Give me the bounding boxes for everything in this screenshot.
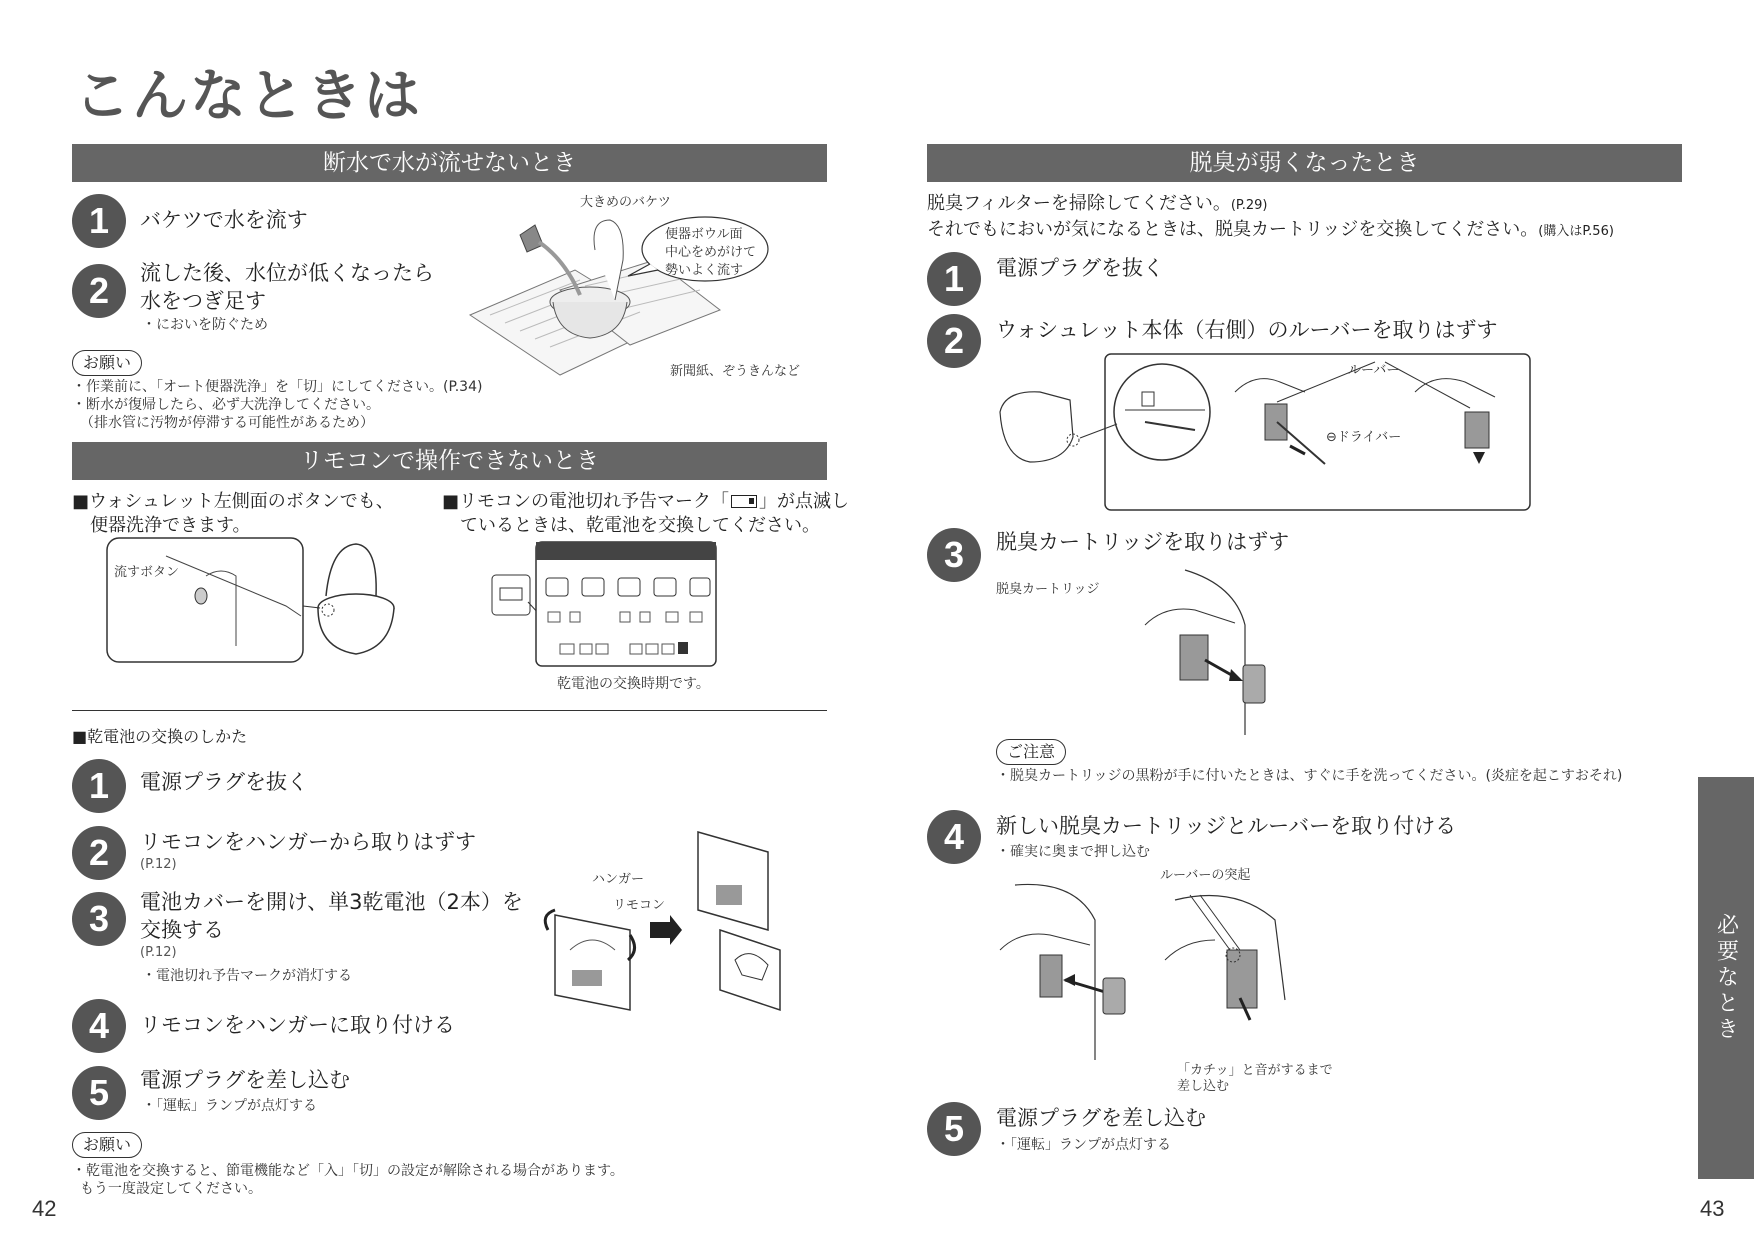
step-number-4: 4 — [927, 810, 981, 864]
battery-step-5: 電源プラグを差し込む — [140, 1068, 350, 1092]
side-tab: 必要なとき — [1698, 777, 1754, 1179]
step-number-2: 2 — [72, 826, 126, 880]
step-number-5: 5 — [927, 1102, 981, 1156]
deodorizer-step-4: 新しい脱臭カートリッジとルーバーを取り付ける — [996, 814, 1457, 838]
section-bar-remote: リモコンで操作できないとき — [72, 442, 827, 480]
battery-caption: 乾電池の交換時期です。 — [557, 676, 710, 692]
cartridge-label: 脱臭カートリッジ — [996, 582, 1100, 597]
remote-col2-text — [442, 490, 849, 538]
water-note-1: ・作業前に、「オート便器洗浄」を「切」にしてください。(P.34) — [72, 379, 483, 395]
louver-removal-illustration — [995, 352, 1535, 512]
intro-line-1: 脱臭フィルターを掃除してください。 — [927, 193, 1231, 214]
battery-step-4: リモコンをハンガーに取り付ける — [140, 1013, 455, 1037]
bucket-label: 大きめのバケツ — [580, 195, 671, 210]
bubble-line-3: 勢いよく流す — [665, 263, 744, 278]
page-title: こんなときは — [74, 64, 422, 129]
step-number-2: 2 — [927, 314, 981, 368]
intro-ref-1: (P.29) — [1230, 198, 1268, 213]
section-bar-deodorizer: 脱臭が弱くなったとき — [927, 144, 1682, 182]
flush-button-label: 流すボタン — [114, 565, 180, 580]
driver-label: ⊖ドライバー — [1326, 430, 1402, 445]
battery-step-5-sub: ・「運転」ランプが点灯する — [142, 1098, 317, 1114]
step-number-1: 1 — [72, 194, 126, 248]
battery-step-2 — [140, 828, 476, 874]
step-number-3: 3 — [72, 892, 126, 946]
water-step-2 — [140, 259, 434, 315]
remote-col1-line2: 便器洗浄できます。 — [90, 515, 251, 536]
remote-col2-line1: ■リモコンの電池切れ予告マーク「 — [442, 491, 730, 512]
water-step-2-sub: ・においを防ぐため — [142, 317, 268, 333]
remote-col1-line1: ■ウォシュレット左側面のボタンでも、 — [72, 491, 394, 512]
battery-step-2-ref: (P.12) — [140, 857, 177, 872]
bubble-text — [665, 226, 756, 280]
deodorizer-step-3: 脱臭カートリッジを取りはずす — [996, 530, 1290, 554]
water-step-1: バケツで水を流す — [140, 208, 308, 232]
battery-step-3-line1: 電池カバーを開け、単3乾電池（2本）を — [140, 890, 523, 914]
step-number-1: 1 — [72, 759, 126, 813]
battery-step-2-text: リモコンをハンガーから取りはずす — [140, 830, 476, 854]
water-step-2-line1: 流した後、水位が低くなったら — [140, 261, 434, 285]
divider — [72, 710, 827, 711]
click-line-1: 「カチッ」と音がするまで — [1177, 1063, 1333, 1078]
remote-col1-text — [72, 490, 394, 538]
paper-label: 新聞紙、ぞうきんなど — [670, 364, 801, 379]
request-badge-water: お願い — [72, 350, 142, 376]
step-number-2: 2 — [72, 264, 126, 318]
battery-step-3-ref: (P.12) — [140, 945, 177, 960]
step-number-1: 1 — [927, 252, 981, 306]
page-number-left: 42 — [32, 1196, 57, 1221]
water-note-3: （排水管に汚物が停滞する可能性があるため） — [80, 415, 374, 431]
remote-col2-line2: ているときは、乾電池を交換してください。 — [460, 515, 820, 536]
battery-step-3-line2: 交換する — [140, 918, 224, 942]
deodorizer-step-5: 電源プラグを差し込む — [996, 1106, 1206, 1130]
hanger-label: ハンガー — [592, 872, 645, 887]
caution-badge: ご注意 — [996, 739, 1066, 765]
deodorizer-step-4-sub: ・確実に奥まで押し込む — [996, 844, 1150, 860]
cartridge-install-illustration — [995, 880, 1305, 1060]
section-bar-water: 断水で水が流せないとき — [72, 144, 827, 182]
remote-col2-line1b: 」が点滅し — [759, 491, 850, 512]
bubble-line-2: 中心をめがけて — [665, 245, 757, 260]
deodorizer-step-5-sub: ・「運転」ランプが点灯する — [996, 1137, 1171, 1153]
deodorizer-intro — [927, 192, 1614, 244]
step-number-5: 5 — [72, 1066, 126, 1120]
side-flush-button-illustration — [106, 536, 396, 664]
deodorizer-step-2: ウォシュレット本体（右側）のルーバーを取りはずす — [996, 318, 1498, 342]
battery-note-2: もう一度設定してください。 — [80, 1181, 262, 1197]
water-note-2: ・断水が復帰したら、必ず大洗浄してください。 — [72, 397, 380, 413]
remote-control-illustration — [490, 540, 720, 670]
water-step-2-line2: 水をつぎ足す — [140, 289, 266, 313]
battery-step-3 — [140, 888, 523, 962]
request-badge-battery: お願い — [72, 1132, 142, 1158]
remote-label: リモコン — [613, 898, 666, 913]
deodorizer-step-1: 電源プラグを抜く — [996, 256, 1164, 280]
intro-line-2: それでもにおいが気になるときは、脱臭カートリッジを交換してください。 — [927, 219, 1539, 240]
protrusion-label: ルーバーの突起 — [1160, 868, 1251, 883]
battery-low-icon — [731, 495, 757, 508]
cartridge-removal-illustration — [1125, 565, 1295, 735]
battery-heading: ■乾電池の交換のしかた — [72, 727, 248, 746]
bubble-line-1: 便器ボウル面 — [665, 227, 743, 242]
hanger-remote-illustration — [530, 830, 790, 1010]
intro-ref-2: (購入はP.56) — [1538, 224, 1614, 239]
caution-note: ・脱臭カートリッジの黒粉が手に付いたときは、すぐに手を洗ってください。(炎症を起こすおそれ) — [996, 768, 1623, 784]
louver-label: ルーバー — [1348, 363, 1400, 378]
step-number-3: 3 — [927, 528, 981, 582]
click-instruction — [1177, 1063, 1333, 1095]
battery-note-1: ・乾電池を交換すると、節電機能など「入」「切」の設定が解除される場合があります。 — [72, 1163, 624, 1179]
step-number-4: 4 — [72, 999, 126, 1053]
click-line-2: 差し込む — [1177, 1079, 1230, 1094]
battery-step-1: 電源プラグを抜く — [140, 770, 308, 794]
battery-step-3-sub: ・電池切れ予告マークが消灯する — [142, 968, 352, 984]
page-number-right: 43 — [1700, 1196, 1725, 1221]
